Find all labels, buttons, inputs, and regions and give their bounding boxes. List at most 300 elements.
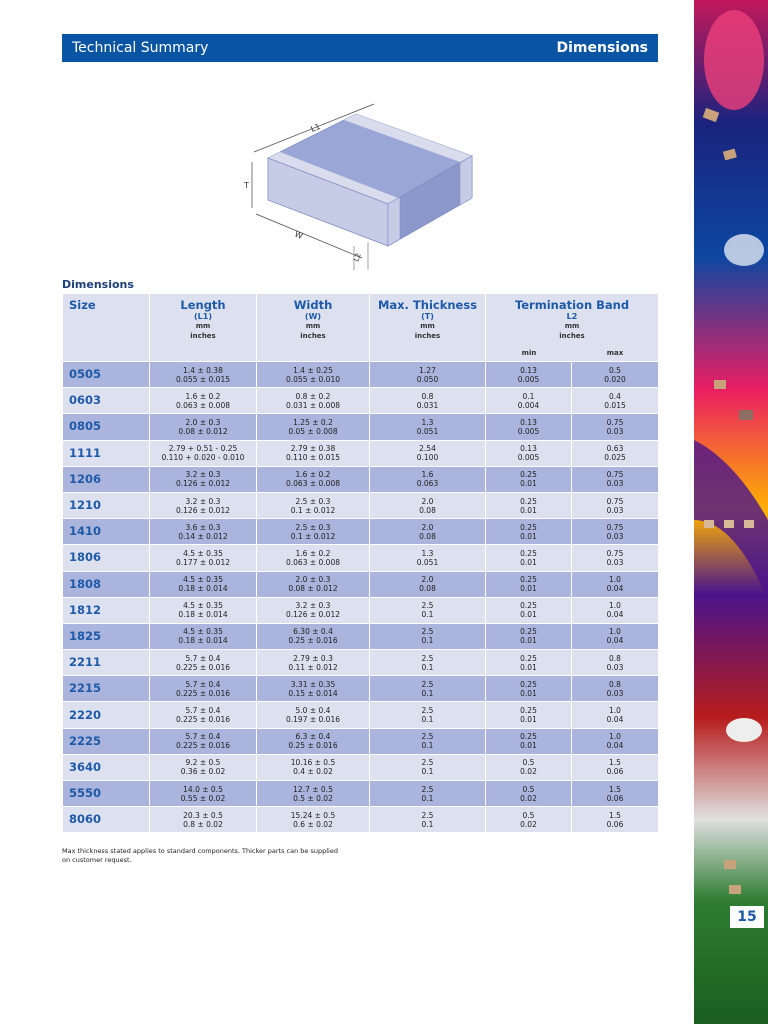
cell-termination-min bbox=[486, 676, 572, 702]
cell-size: 2225 bbox=[63, 728, 150, 754]
cell-termination-max-mm: 0.75 bbox=[606, 417, 624, 427]
cell-length-mm: 4.5 ± 0.35 bbox=[183, 627, 223, 637]
cell-termination-min-mm: 0.25 bbox=[520, 653, 537, 663]
table-row bbox=[63, 519, 659, 545]
cell-termination-min bbox=[486, 754, 572, 780]
cell-width-inches: 0.126 ± 0.012 bbox=[286, 610, 340, 620]
cell-thickness-mm: 1.3 bbox=[421, 548, 434, 558]
cell-thickness bbox=[370, 519, 486, 545]
cell-length-inches: 0.36 ± 0.02 bbox=[180, 767, 226, 777]
cell-termination-max-mm: 0.75 bbox=[606, 496, 624, 506]
cell-width-mm: 1.6 ± 0.2 bbox=[295, 548, 331, 558]
cell-termination-max-inches: 0.04 bbox=[606, 715, 624, 725]
cell-size: 1210 bbox=[63, 492, 150, 518]
cell-termination-max bbox=[572, 466, 659, 492]
cell-termination-max bbox=[572, 754, 659, 780]
cell-termination-min bbox=[486, 807, 572, 833]
cell-termination-min-inches: 0.01 bbox=[520, 610, 537, 620]
table-row bbox=[63, 702, 659, 728]
cell-width bbox=[257, 492, 370, 518]
cell-thickness bbox=[370, 492, 486, 518]
table-row bbox=[63, 466, 659, 492]
cell-termination-max bbox=[572, 807, 659, 833]
cell-width bbox=[257, 676, 370, 702]
cell-termination-max-mm: 0.75 bbox=[606, 470, 624, 480]
cell-termination-min bbox=[486, 466, 572, 492]
cell-termination-min-mm: 0.25 bbox=[520, 496, 537, 506]
cell-termination-max-inches: 0.03 bbox=[606, 531, 624, 541]
cell-length-mm: 20.3 ± 0.5 bbox=[183, 810, 223, 820]
cell-length bbox=[150, 466, 257, 492]
cell-termination-min-mm: 0.25 bbox=[520, 548, 537, 558]
header-length: Length (L1) mm inches bbox=[150, 294, 257, 362]
cell-termination-max bbox=[572, 492, 659, 518]
cell-termination-max-mm: 1.0 bbox=[609, 601, 621, 611]
table-row bbox=[63, 650, 659, 676]
cell-width bbox=[257, 545, 370, 571]
component-dimension-diagram bbox=[228, 96, 488, 276]
cell-termination-min bbox=[486, 650, 572, 676]
cell-width-inches: 0.063 ± 0.008 bbox=[286, 479, 340, 489]
cell-termination-max-mm: 1.5 bbox=[609, 784, 621, 794]
cell-thickness bbox=[370, 623, 486, 649]
table-row bbox=[63, 362, 659, 388]
cell-length-mm: 5.7 ± 0.4 bbox=[185, 679, 221, 689]
cell-length-inches: 0.225 ± 0.016 bbox=[176, 741, 230, 751]
cell-termination-min-inches: 0.01 bbox=[520, 505, 537, 515]
cell-width-inches: 0.6 ± 0.02 bbox=[293, 819, 333, 829]
cell-width-inches: 0.1 ± 0.012 bbox=[290, 531, 336, 541]
table-row bbox=[63, 414, 659, 440]
cell-size: 1206 bbox=[63, 466, 150, 492]
header-title-right: Dimensions bbox=[556, 40, 648, 56]
table-row bbox=[63, 754, 659, 780]
cell-width-mm: 1.4 ± 0.25 bbox=[293, 365, 333, 375]
cell-termination-max-inches: 0.025 bbox=[604, 453, 626, 463]
cell-length-inches: 0.08 ± 0.012 bbox=[178, 426, 228, 436]
cell-termination-max-inches: 0.03 bbox=[606, 688, 624, 698]
cell-width-inches: 0.4 ± 0.02 bbox=[293, 767, 333, 777]
cell-termination-max-inches: 0.03 bbox=[606, 505, 624, 515]
cell-termination-min bbox=[486, 623, 572, 649]
cell-thickness-inches: 0.1 bbox=[421, 715, 434, 725]
header-title-left: Technical Summary bbox=[72, 40, 209, 56]
cell-thickness-inches: 0.1 bbox=[421, 819, 434, 829]
cell-width bbox=[257, 571, 370, 597]
cell-size: 2211 bbox=[63, 650, 150, 676]
cell-thickness bbox=[370, 571, 486, 597]
cell-termination-max-mm: 0.63 bbox=[606, 444, 624, 454]
cell-width-inches: 0.08 ± 0.012 bbox=[288, 584, 338, 594]
cell-termination-min-inches: 0.01 bbox=[520, 741, 537, 751]
cell-width-mm: 1.25 ± 0.2 bbox=[293, 417, 333, 427]
cell-length bbox=[150, 362, 257, 388]
cell-thickness-mm: 2.54 bbox=[419, 444, 436, 454]
cell-length bbox=[150, 545, 257, 571]
cell-termination-max bbox=[572, 362, 659, 388]
cell-width-inches: 0.110 ± 0.015 bbox=[286, 453, 340, 463]
header-width: Width (W) mm inches bbox=[257, 294, 370, 362]
cell-width bbox=[257, 414, 370, 440]
cell-thickness-inches: 0.08 bbox=[419, 505, 436, 515]
header-termination-band: Termination Band L2 mm inches min max bbox=[486, 294, 659, 362]
cell-termination-max-inches: 0.020 bbox=[604, 374, 626, 384]
cell-width-mm: 5.0 ± 0.4 bbox=[295, 706, 331, 716]
cell-termination-min-inches: 0.01 bbox=[520, 479, 537, 489]
cell-length bbox=[150, 388, 257, 414]
cell-length-mm: 4.5 ± 0.35 bbox=[183, 548, 223, 558]
cell-width-inches: 0.5 ± 0.02 bbox=[293, 793, 333, 803]
footnote: Max thickness stated applies to standard components. Thicker parts can be supplied on customer request. bbox=[62, 847, 338, 864]
cell-thickness-inches: 0.031 bbox=[416, 400, 439, 410]
cell-termination-max-mm: 0.75 bbox=[606, 522, 624, 532]
cell-length-mm: 3.2 ± 0.3 bbox=[185, 496, 221, 506]
cell-termination-min bbox=[486, 702, 572, 728]
cell-termination-max-mm: 0.4 bbox=[609, 391, 621, 401]
cell-length-inches: 0.126 ± 0.012 bbox=[176, 479, 230, 489]
cell-size: 0603 bbox=[63, 388, 150, 414]
cell-length-mm: 5.7 ± 0.4 bbox=[185, 653, 221, 663]
cell-length bbox=[150, 781, 257, 807]
cell-width-mm: 2.5 ± 0.3 bbox=[295, 522, 331, 532]
cell-thickness bbox=[370, 650, 486, 676]
cell-size: 1111 bbox=[63, 440, 150, 466]
page-number: 15 bbox=[730, 906, 764, 928]
cell-width-inches: 0.031 ± 0.008 bbox=[286, 400, 340, 410]
cell-thickness-mm: 2.5 bbox=[421, 679, 434, 689]
cell-thickness-inches: 0.1 bbox=[421, 793, 434, 803]
cell-termination-min-mm: 0.25 bbox=[520, 522, 537, 532]
cell-width-inches: 0.063 ± 0.008 bbox=[286, 557, 340, 567]
cell-termination-min-mm: 0.5 bbox=[522, 758, 535, 768]
cell-termination-max-inches: 0.03 bbox=[606, 557, 624, 567]
cell-termination-min-inches: 0.02 bbox=[520, 793, 537, 803]
table-row bbox=[63, 492, 659, 518]
cell-size: 0505 bbox=[63, 362, 150, 388]
cell-termination-min-inches: 0.01 bbox=[520, 636, 537, 646]
cell-termination-max-mm: 1.0 bbox=[609, 732, 621, 742]
cell-thickness bbox=[370, 754, 486, 780]
cell-width-inches: 0.25 ± 0.016 bbox=[288, 741, 338, 751]
cell-termination-max-inches: 0.04 bbox=[606, 584, 624, 594]
cell-length-inches: 0.18 ± 0.014 bbox=[178, 610, 228, 620]
cell-size: 5550 bbox=[63, 781, 150, 807]
cell-width-mm: 3.2 ± 0.3 bbox=[295, 601, 331, 611]
cell-length bbox=[150, 650, 257, 676]
cell-termination-min-mm: 0.13 bbox=[520, 444, 537, 454]
cell-length-inches: 0.225 ± 0.016 bbox=[176, 662, 230, 672]
cell-thickness-mm: 2.5 bbox=[421, 732, 434, 742]
cell-termination-min bbox=[486, 571, 572, 597]
header-bar bbox=[62, 34, 658, 62]
cell-termination-max bbox=[572, 781, 659, 807]
cell-width-mm: 12.7 ± 0.5 bbox=[293, 784, 333, 794]
cell-thickness-mm: 2.5 bbox=[421, 601, 434, 611]
cell-termination-min-inches: 0.02 bbox=[520, 767, 537, 777]
cell-termination-max-mm: 1.0 bbox=[609, 575, 621, 585]
table-row bbox=[63, 597, 659, 623]
header-min: min bbox=[521, 349, 537, 357]
side-decorative-photo bbox=[694, 0, 768, 1024]
cell-termination-min-inches: 0.01 bbox=[520, 715, 537, 725]
cell-width-mm: 2.0 ± 0.3 bbox=[295, 575, 331, 585]
cell-thickness bbox=[370, 676, 486, 702]
cell-termination-min-inches: 0.01 bbox=[520, 688, 537, 698]
cell-width-inches: 0.1 ± 0.012 bbox=[290, 505, 336, 515]
cell-thickness-mm: 1.6 bbox=[421, 470, 434, 480]
label-w: W bbox=[293, 229, 304, 241]
table-row bbox=[63, 781, 659, 807]
cell-width-mm: 1.6 ± 0.2 bbox=[295, 470, 331, 480]
cell-thickness bbox=[370, 781, 486, 807]
cell-termination-min-inches: 0.02 bbox=[520, 819, 537, 829]
cell-termination-max-inches: 0.03 bbox=[606, 426, 624, 436]
cell-length-inches: 0.055 ± 0.015 bbox=[176, 374, 230, 384]
cell-thickness-inches: 0.100 bbox=[416, 453, 439, 463]
cell-thickness bbox=[370, 414, 486, 440]
cell-termination-min-inches: 0.01 bbox=[520, 584, 537, 594]
cell-termination-min-inches: 0.005 bbox=[517, 374, 540, 384]
cell-length-mm: 9.2 ± 0.5 bbox=[185, 758, 221, 768]
cell-termination-min-inches: 0.01 bbox=[520, 557, 537, 567]
cell-termination-max-mm: 1.0 bbox=[609, 706, 621, 716]
table-row bbox=[63, 571, 659, 597]
cell-termination-max-inches: 0.06 bbox=[606, 819, 624, 829]
cell-termination-min bbox=[486, 388, 572, 414]
cell-size: 1825 bbox=[63, 623, 150, 649]
cell-width-inches: 0.11 ± 0.012 bbox=[288, 662, 338, 672]
cell-termination-max-mm: 0.8 bbox=[609, 653, 621, 663]
cell-thickness bbox=[370, 807, 486, 833]
cell-termination-min-inches: 0.005 bbox=[517, 453, 540, 463]
label-t: T bbox=[244, 181, 249, 190]
cell-termination-max-mm: 0.5 bbox=[609, 365, 621, 375]
cell-length-inches: 0.14 ± 0.012 bbox=[178, 531, 228, 541]
table-row bbox=[63, 388, 659, 414]
cell-size: 1410 bbox=[63, 519, 150, 545]
cell-termination-min-mm: 0.5 bbox=[522, 784, 535, 794]
label-l2: L2 bbox=[352, 252, 363, 263]
cell-width bbox=[257, 623, 370, 649]
cell-thickness-inches: 0.050 bbox=[416, 374, 439, 384]
cell-thickness-mm: 2.5 bbox=[421, 784, 434, 794]
cell-termination-min-mm: 0.25 bbox=[520, 706, 537, 716]
cell-termination-min-mm: 0.5 bbox=[522, 810, 535, 820]
cell-termination-min bbox=[486, 545, 572, 571]
cell-length bbox=[150, 440, 257, 466]
cell-length bbox=[150, 728, 257, 754]
cell-size: 2220 bbox=[63, 702, 150, 728]
cell-size: 1806 bbox=[63, 545, 150, 571]
cell-thickness-inches: 0.051 bbox=[416, 426, 439, 436]
cell-termination-max-inches: 0.015 bbox=[604, 400, 626, 410]
cell-termination-max bbox=[572, 388, 659, 414]
cell-size: 3640 bbox=[63, 754, 150, 780]
cell-termination-min bbox=[486, 440, 572, 466]
cell-length bbox=[150, 676, 257, 702]
cell-width-inches: 0.197 ± 0.016 bbox=[286, 715, 340, 725]
cell-length-inches: 0.063 ± 0.008 bbox=[176, 400, 230, 410]
cell-size: 1812 bbox=[63, 597, 150, 623]
cell-thickness bbox=[370, 728, 486, 754]
cell-thickness-mm: 2.5 bbox=[421, 810, 434, 820]
cell-termination-max bbox=[572, 597, 659, 623]
cell-termination-max-inches: 0.06 bbox=[606, 767, 624, 777]
cell-width-mm: 2.5 ± 0.3 bbox=[295, 496, 331, 506]
cell-length-mm: 4.5 ± 0.35 bbox=[183, 601, 223, 611]
cell-termination-min-mm: 0.25 bbox=[520, 575, 537, 585]
cell-width bbox=[257, 754, 370, 780]
header-max-thickness: Max. Thickness (T) mm inches bbox=[370, 294, 486, 362]
cell-termination-max-mm: 1.5 bbox=[609, 810, 621, 820]
cell-termination-min bbox=[486, 597, 572, 623]
cell-width bbox=[257, 728, 370, 754]
cell-width-mm: 10.16 ± 0.5 bbox=[290, 758, 336, 768]
cell-length-inches: 0.55 ± 0.02 bbox=[180, 793, 226, 803]
cell-width-mm: 2.79 ± 0.38 bbox=[290, 444, 336, 454]
cell-width bbox=[257, 519, 370, 545]
cell-length-inches: 0.110 + 0.020 - 0.010 bbox=[161, 453, 245, 463]
cell-length bbox=[150, 492, 257, 518]
cell-thickness-mm: 2.5 bbox=[421, 758, 434, 768]
cell-thickness-inches: 0.1 bbox=[421, 662, 434, 672]
cell-width-mm: 3.31 ± 0.35 bbox=[290, 679, 336, 689]
cell-thickness bbox=[370, 597, 486, 623]
cell-termination-max-inches: 0.04 bbox=[606, 610, 624, 620]
table-row bbox=[63, 545, 659, 571]
cell-termination-min-mm: 0.25 bbox=[520, 470, 537, 480]
cell-termination-max-inches: 0.03 bbox=[606, 479, 624, 489]
cell-thickness bbox=[370, 702, 486, 728]
cell-termination-max bbox=[572, 571, 659, 597]
cell-termination-max-mm: 0.75 bbox=[606, 548, 624, 558]
cell-length bbox=[150, 414, 257, 440]
cell-width-mm: 2.79 ± 0.3 bbox=[293, 653, 333, 663]
cell-length bbox=[150, 519, 257, 545]
cell-length-mm: 3.2 ± 0.3 bbox=[185, 470, 221, 480]
cell-width-mm: 15.24 ± 0.5 bbox=[290, 810, 336, 820]
cell-termination-max-mm: 1.0 bbox=[609, 627, 621, 637]
cell-length-mm: 1.6 ± 0.2 bbox=[185, 391, 221, 401]
cell-termination-min bbox=[486, 781, 572, 807]
label-l1: L1 bbox=[309, 121, 322, 134]
cell-termination-max bbox=[572, 519, 659, 545]
table-row bbox=[63, 440, 659, 466]
cell-size: 2215 bbox=[63, 676, 150, 702]
cell-length-mm: 14.0 ± 0.5 bbox=[183, 784, 223, 794]
cell-termination-min-mm: 0.25 bbox=[520, 679, 537, 689]
cell-thickness bbox=[370, 545, 486, 571]
cell-width-inches: 0.05 ± 0.008 bbox=[288, 426, 338, 436]
cell-thickness-inches: 0.1 bbox=[421, 767, 434, 777]
cell-termination-max bbox=[572, 702, 659, 728]
cell-termination-min-inches: 0.01 bbox=[520, 531, 537, 541]
cell-thickness bbox=[370, 440, 486, 466]
cell-width-inches: 0.25 ± 0.016 bbox=[288, 636, 338, 646]
cell-length-inches: 0.225 ± 0.016 bbox=[176, 715, 230, 725]
cell-thickness-inches: 0.051 bbox=[416, 557, 439, 567]
cell-size: 1808 bbox=[63, 571, 150, 597]
cell-thickness-inches: 0.1 bbox=[421, 688, 434, 698]
table-row bbox=[63, 807, 659, 833]
dimensions-table-body bbox=[63, 362, 659, 833]
cell-size: 8060 bbox=[63, 807, 150, 833]
cell-thickness-mm: 2.0 bbox=[421, 575, 434, 585]
cell-width-mm: 0.8 ± 0.2 bbox=[295, 391, 331, 401]
cell-thickness-mm: 2.0 bbox=[421, 522, 434, 532]
cell-termination-min-mm: 0.1 bbox=[522, 391, 535, 401]
cell-thickness-mm: 2.0 bbox=[421, 496, 434, 506]
cell-termination-min-mm: 0.25 bbox=[520, 601, 537, 611]
dimensions-table bbox=[62, 293, 659, 833]
cell-width bbox=[257, 466, 370, 492]
cell-length-mm: 2.79 + 0.51 - 0.25 bbox=[168, 444, 238, 454]
cell-length bbox=[150, 702, 257, 728]
cell-termination-max bbox=[572, 650, 659, 676]
cell-width-inches: 0.15 ± 0.014 bbox=[288, 688, 338, 698]
table-row bbox=[63, 728, 659, 754]
cell-width bbox=[257, 362, 370, 388]
cell-termination-max bbox=[572, 545, 659, 571]
cell-termination-min bbox=[486, 519, 572, 545]
cell-termination-min-inches: 0.005 bbox=[517, 426, 540, 436]
cell-size: 0805 bbox=[63, 414, 150, 440]
cell-thickness-inches: 0.08 bbox=[419, 531, 436, 541]
cell-width bbox=[257, 702, 370, 728]
cell-length bbox=[150, 623, 257, 649]
cell-thickness-inches: 0.08 bbox=[419, 584, 436, 594]
cell-termination-min bbox=[486, 362, 572, 388]
cell-termination-min-mm: 0.13 bbox=[520, 417, 537, 427]
cell-thickness bbox=[370, 388, 486, 414]
table-header-row bbox=[63, 294, 659, 362]
cell-length-inches: 0.8 ± 0.02 bbox=[183, 819, 223, 829]
cell-length bbox=[150, 597, 257, 623]
header-size: Size bbox=[63, 294, 150, 362]
cell-termination-max-inches: 0.03 bbox=[606, 662, 624, 672]
cell-thickness-mm: 1.3 bbox=[421, 417, 434, 427]
cell-termination-max-mm: 1.5 bbox=[609, 758, 621, 768]
cell-termination-max bbox=[572, 676, 659, 702]
cell-termination-min-mm: 0.25 bbox=[520, 627, 537, 637]
cell-thickness-inches: 0.1 bbox=[421, 636, 434, 646]
cell-thickness-mm: 2.5 bbox=[421, 627, 434, 637]
cell-termination-min bbox=[486, 728, 572, 754]
table-row bbox=[63, 623, 659, 649]
cell-width-inches: 0.055 ± 0.010 bbox=[286, 374, 340, 384]
cell-length-inches: 0.126 ± 0.012 bbox=[176, 505, 230, 515]
cell-width bbox=[257, 781, 370, 807]
section-title: Dimensions bbox=[62, 278, 134, 291]
cell-thickness-mm: 2.5 bbox=[421, 653, 434, 663]
cell-termination-max bbox=[572, 440, 659, 466]
cell-termination-min-mm: 0.13 bbox=[520, 365, 537, 375]
cell-length-mm: 5.7 ± 0.4 bbox=[185, 706, 221, 716]
cell-thickness bbox=[370, 362, 486, 388]
cell-thickness-mm: 2.5 bbox=[421, 706, 434, 716]
cell-width-mm: 6.30 ± 0.4 bbox=[293, 627, 333, 637]
table-row bbox=[63, 676, 659, 702]
cell-length-mm: 5.7 ± 0.4 bbox=[185, 732, 221, 742]
header-max: max bbox=[606, 349, 624, 357]
cell-termination-max bbox=[572, 414, 659, 440]
cell-termination-max-inches: 0.04 bbox=[606, 741, 624, 751]
cell-termination-min-inches: 0.01 bbox=[520, 662, 537, 672]
cell-thickness bbox=[370, 466, 486, 492]
cell-length-mm: 2.0 ± 0.3 bbox=[185, 417, 221, 427]
cell-width-mm: 6.3 ± 0.4 bbox=[295, 732, 331, 742]
cell-termination-min bbox=[486, 492, 572, 518]
